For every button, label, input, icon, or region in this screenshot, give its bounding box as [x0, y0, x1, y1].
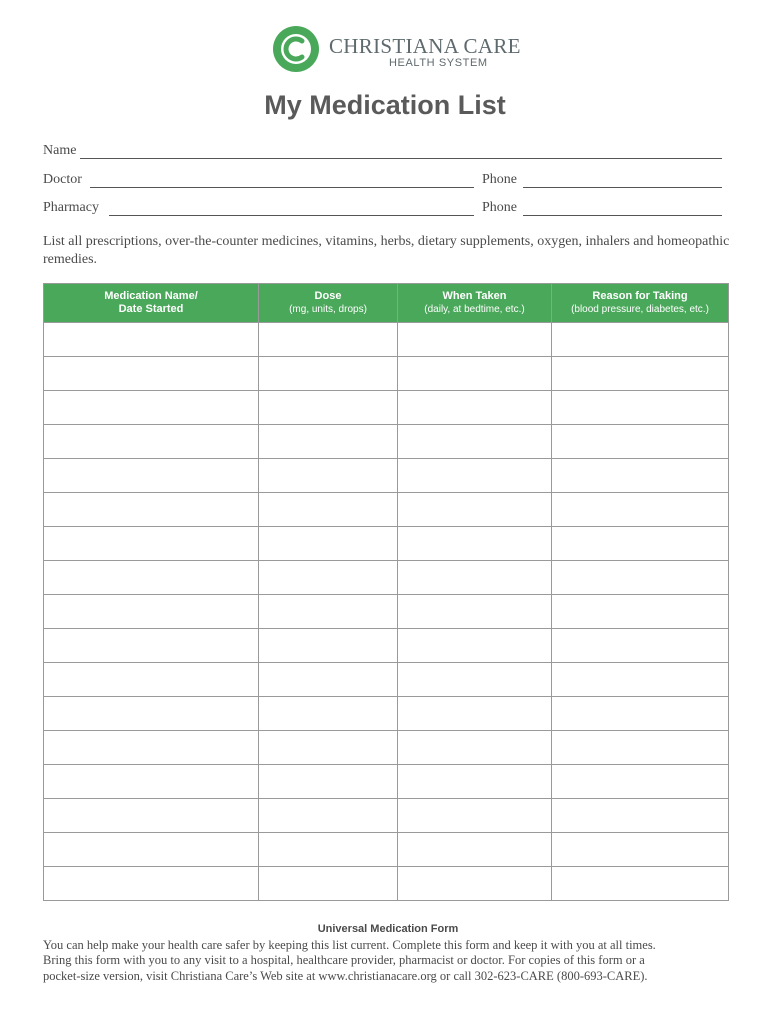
medication-cell[interactable] [44, 833, 259, 867]
when-taken-cell[interactable] [398, 493, 552, 527]
column-title: Dose [314, 290, 342, 302]
table-row [44, 833, 729, 867]
column-header-when-taken [398, 284, 552, 323]
dose-cell[interactable] [259, 357, 398, 391]
medication-table [43, 283, 729, 901]
when-taken-cell[interactable] [398, 425, 552, 459]
table-row [44, 391, 729, 425]
logo-mark-icon [271, 24, 321, 74]
christiana-care-logo [271, 24, 521, 74]
footer-line-1: You can help make your health care safer by keeping this list current. Complete this form and keep it with you at all times. [43, 937, 656, 952]
medication-cell[interactable] [44, 493, 259, 527]
table-row [44, 561, 729, 595]
medication-cell[interactable] [44, 323, 259, 357]
reason-cell[interactable] [552, 357, 729, 391]
table-row [44, 731, 729, 765]
when-taken-cell[interactable] [398, 629, 552, 663]
reason-cell[interactable] [552, 799, 729, 833]
table-row [44, 323, 729, 357]
medication-cell[interactable] [44, 629, 259, 663]
reason-cell[interactable] [552, 527, 729, 561]
column-header-reason [552, 284, 729, 323]
column-subtitle: (mg, units, drops) [289, 304, 367, 315]
reason-cell[interactable] [552, 561, 729, 595]
medication-cell[interactable] [44, 357, 259, 391]
when-taken-cell[interactable] [398, 391, 552, 425]
dose-cell[interactable] [259, 561, 398, 595]
dose-cell[interactable] [259, 833, 398, 867]
medication-cell[interactable] [44, 731, 259, 765]
reason-cell[interactable] [552, 833, 729, 867]
dose-cell[interactable] [259, 663, 398, 697]
when-taken-cell[interactable] [398, 323, 552, 357]
column-title: Medication Name/ [104, 290, 198, 302]
dose-cell[interactable] [259, 493, 398, 527]
reason-cell[interactable] [552, 731, 729, 765]
medication-cell[interactable] [44, 527, 259, 561]
reason-cell[interactable] [552, 391, 729, 425]
doctor-field[interactable] [90, 187, 474, 188]
brand-name: CHRISTIANA CARE [329, 34, 521, 58]
dose-cell[interactable] [259, 323, 398, 357]
medication-cell[interactable] [44, 867, 259, 901]
dose-cell[interactable] [259, 867, 398, 901]
medication-cell[interactable] [44, 459, 259, 493]
reason-cell[interactable] [552, 425, 729, 459]
when-taken-cell[interactable] [398, 595, 552, 629]
when-taken-cell[interactable] [398, 357, 552, 391]
when-taken-cell[interactable] [398, 663, 552, 697]
when-taken-cell[interactable] [398, 833, 552, 867]
reason-cell[interactable] [552, 663, 729, 697]
column-header-medication [44, 284, 259, 323]
table-row [44, 697, 729, 731]
dose-cell[interactable] [259, 799, 398, 833]
footer-line-3: pocket-size version, visit Christiana Care’s Web site at www.christianacare.org or call 302-623-CARE (800-693-CARE). [43, 968, 648, 983]
medication-cell[interactable] [44, 765, 259, 799]
when-taken-cell[interactable] [398, 799, 552, 833]
pharmacy-field[interactable] [109, 215, 474, 216]
reason-cell[interactable] [552, 867, 729, 901]
column-subtitle: (daily, at bedtime, etc.) [424, 304, 525, 315]
table-row [44, 527, 729, 561]
doctor-phone-label: Phone [482, 172, 517, 187]
dose-cell[interactable] [259, 459, 398, 493]
doctor-phone-field[interactable] [523, 187, 722, 188]
dose-cell[interactable] [259, 731, 398, 765]
reason-cell[interactable] [552, 629, 729, 663]
reason-cell[interactable] [552, 595, 729, 629]
pharmacy-label: Pharmacy [43, 200, 99, 215]
dose-cell[interactable] [259, 697, 398, 731]
pharmacy-phone-field[interactable] [523, 215, 722, 216]
table-row [44, 595, 729, 629]
column-subtitle: Date Started [118, 303, 184, 315]
when-taken-cell[interactable] [398, 527, 552, 561]
when-taken-cell[interactable] [398, 731, 552, 765]
column-header-dose [259, 284, 398, 323]
medication-cell[interactable] [44, 663, 259, 697]
instructions-text: List all prescriptions, over-the-counter medicines, vitamins, herbs, dietary supplements, oxygen, inhalers and homeopathic remedies. [43, 234, 730, 267]
when-taken-cell[interactable] [398, 867, 552, 901]
table-row [44, 459, 729, 493]
table-row [44, 765, 729, 799]
footer-line-2: Bring this form with you to any visit to a hospital, healthcare provider, pharmacist or doctor. For copies of this form or a [43, 953, 645, 967]
dose-cell[interactable] [259, 595, 398, 629]
reason-cell[interactable] [552, 323, 729, 357]
when-taken-cell[interactable] [398, 697, 552, 731]
column-title: When Taken [442, 290, 507, 302]
name-label: Name [43, 143, 77, 158]
footer [43, 922, 733, 984]
when-taken-cell[interactable] [398, 765, 552, 799]
reason-cell[interactable] [552, 697, 729, 731]
medication-cell[interactable] [44, 561, 259, 595]
doctor-label: Doctor [43, 172, 82, 187]
table-header-row [44, 284, 729, 323]
when-taken-cell[interactable] [398, 459, 552, 493]
medication-cell[interactable] [44, 595, 259, 629]
column-subtitle: (blood pressure, diabetes, etc.) [571, 304, 709, 315]
dose-cell[interactable] [259, 765, 398, 799]
table-row [44, 357, 729, 391]
table-row [44, 629, 729, 663]
medication-cell[interactable] [44, 697, 259, 731]
medication-cell[interactable] [44, 799, 259, 833]
table-row [44, 425, 729, 459]
pharmacy-phone-label: Phone [482, 200, 517, 215]
table-row [44, 663, 729, 697]
table-row [44, 493, 729, 527]
page-title: My Medication List [264, 90, 506, 120]
dose-cell[interactable] [259, 629, 398, 663]
reason-cell[interactable] [552, 459, 729, 493]
table-row [44, 799, 729, 833]
medication-cell[interactable] [44, 425, 259, 459]
reason-cell[interactable] [552, 765, 729, 799]
when-taken-cell[interactable] [398, 561, 552, 595]
dose-cell[interactable] [259, 527, 398, 561]
name-field[interactable] [80, 158, 722, 159]
medication-cell[interactable] [44, 391, 259, 425]
footer-title: Universal Medication Form [317, 923, 459, 935]
dose-cell[interactable] [259, 425, 398, 459]
reason-cell[interactable] [552, 493, 729, 527]
table-row [44, 867, 729, 901]
column-title: Reason for Taking [592, 290, 688, 302]
brand-subtitle: HEALTH SYSTEM [389, 57, 488, 69]
dose-cell[interactable] [259, 391, 398, 425]
